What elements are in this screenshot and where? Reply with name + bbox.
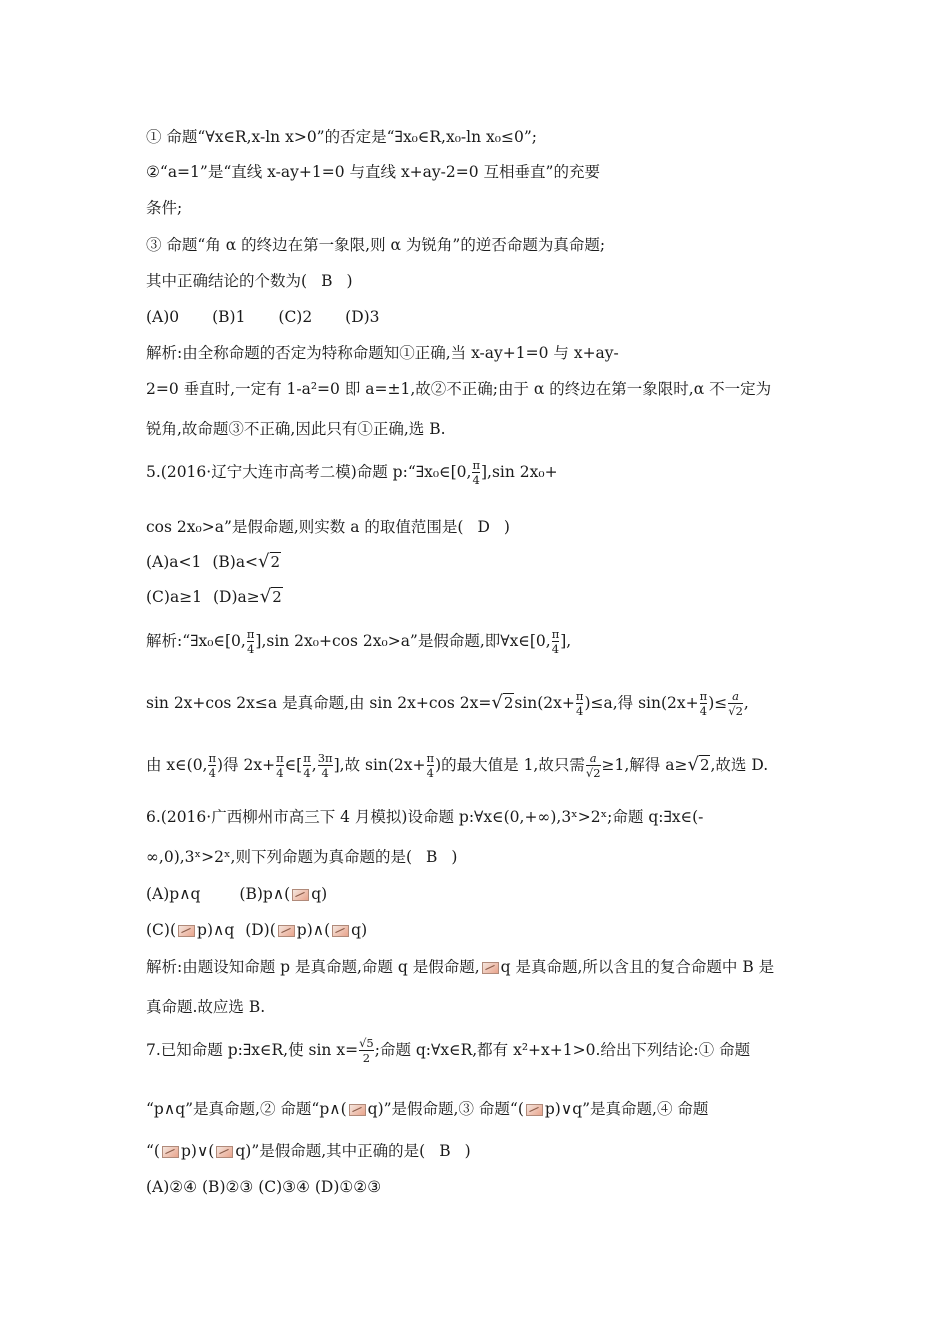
- q5-solution-3-end: ,故选 D.: [710, 756, 769, 774]
- negation-image-icon: [526, 1104, 543, 1116]
- sqrt-2: [258, 551, 281, 573]
- denominator: 4: [699, 704, 708, 718]
- q4-stem-text: 其中正确结论的个数为(: [146, 272, 308, 290]
- q5-solution-3-c: ],故 sin(2x+: [333, 756, 426, 774]
- q5-solution-2-a: sin(2x+: [514, 694, 575, 712]
- q4-solution-2: 2=0 垂直时,一定有 1-a²=0 即 a=±1,故②不正确;由于 α 的终边在第一象限时,α 不一定为: [146, 380, 772, 398]
- q5-option-b: (B)a<: [212, 553, 259, 571]
- q6-close: ): [451, 848, 458, 866]
- negation-image-icon: [278, 925, 295, 937]
- numerator: π: [472, 458, 480, 472]
- q4-solution-3: 锐角,故命题③不正确,因此只有①正确,选 B.: [146, 420, 446, 438]
- numerator: π: [551, 627, 560, 641]
- q7-line-2-b: q)”是假命题,③ 命题“(: [367, 1100, 524, 1118]
- denominator: 4: [246, 642, 255, 656]
- q7-options: (A)②④ (B)②③ (C)③④ (D)①②③: [146, 1178, 382, 1196]
- denominator: 4: [576, 704, 584, 718]
- q7-answer: B: [439, 1142, 451, 1160]
- q7-line-2-a: “p∧q”是真命题,② 命题“p∧(: [146, 1100, 347, 1118]
- numerator: a: [589, 751, 597, 765]
- q4-option-c: (C)2: [278, 308, 313, 326]
- radical-sign: √: [687, 754, 699, 775]
- q4-option-b: (B)1: [212, 308, 246, 326]
- q6-solution-1: [146, 956, 890, 978]
- denominator: 4: [472, 473, 480, 487]
- denominator: [728, 703, 743, 718]
- sqrt-2: [260, 586, 283, 608]
- q5-solution-3: 由 x∈(0, $\frac{\pi}{4}$ )得 2x+ $\frac{\pi}{4}$ ∈[ $\frac{\pi}{4}$ , $\frac{3\pi}{4}$ ],故 sin(2x+ $\frac{\pi}{4}$ )的最大值是 1,故只需 $\frac{a}{√2}$ ≥1,解得 a≥√2,故选 D.: [146, 751, 769, 780]
- numerator: π: [699, 689, 708, 703]
- q5-solution-3-d: )的最大值是 1,故只需: [435, 756, 585, 774]
- q4-option-a: (A)0: [146, 308, 180, 326]
- q5-solution-3-text: 由 x∈(0,: [146, 756, 208, 774]
- q6-option-c-tail: p)∧q: [197, 921, 235, 939]
- negation-image-icon: [482, 962, 499, 974]
- radical-sign: √: [491, 692, 503, 713]
- denominator: [586, 765, 601, 780]
- negation-image-icon: [216, 1146, 233, 1158]
- q6-answer: B: [426, 848, 438, 866]
- q6-solution-1-text: 解析:由题设知命题 p 是真命题,命题 q 是假命题,: [146, 958, 480, 976]
- q7-heading: [146, 1037, 890, 1065]
- radical-sign: √: [585, 766, 594, 780]
- q6-option-d: (D)(: [245, 921, 276, 939]
- q6-stem-text: ∞,0),3ˣ>2ˣ,则下列命题为真命题的是(: [146, 848, 412, 866]
- q4-item-2: ②“a=1”是“直线 x-ay+1=0 与直线 x+ay-2=0 互相垂直”的充要: [146, 163, 600, 181]
- radical-sign: √: [728, 704, 736, 718]
- sqrt-2: [687, 754, 710, 776]
- q6-option-b: (B)p∧(: [239, 885, 291, 903]
- q4-option-d: (D)3: [345, 308, 380, 326]
- q6-option-d-mid: p)∧(: [296, 921, 331, 939]
- q6-option-a: (A)p∧q: [146, 885, 201, 903]
- q6-solution-1-tail: q 是真命题,所以含且的复合命题中 B 是: [500, 958, 775, 976]
- q5-solution-2-text: sin 2x+cos 2x≤a 是真命题,由 sin 2x+cos 2x=: [146, 694, 492, 712]
- q7-heading-text: 7.已知命题 p:∃x∈R,使 sin x=: [146, 1041, 359, 1059]
- fraction: [276, 752, 284, 780]
- q5-solution-3-a: )得 2x+: [217, 756, 276, 774]
- numerator: π: [276, 751, 284, 765]
- q6-option-b-tail: q): [311, 885, 328, 903]
- q5-solution-2-end: ,: [743, 694, 749, 712]
- fraction: [208, 752, 216, 780]
- denominator: 4: [303, 766, 311, 780]
- q5-solution-1-text: 解析:“∃x₀∈[0,: [146, 632, 246, 650]
- fraction: [728, 690, 743, 718]
- q7-line-3: [146, 1140, 890, 1162]
- q5-heading-text: 5.(2016·辽宁大连市高考二模)命题 p:“∃x₀∈[0,: [146, 463, 472, 481]
- q6-heading: 6.(2016·广西柳州市高三下 4 月模拟)设命题 p:∀x∈(0,+∞),3ˣ>2ˣ;命题 q:∃x∈(-: [146, 808, 704, 826]
- denominator: 4: [551, 642, 560, 656]
- denominator: 2: [359, 1050, 374, 1065]
- denominator: 4: [318, 765, 333, 780]
- q5-answer: D: [477, 518, 490, 536]
- radicand: 2: [503, 694, 514, 712]
- fraction: [359, 1037, 374, 1065]
- fraction: [318, 752, 333, 780]
- q7-line-3-c: q)”是假命题,其中正确的是(: [235, 1142, 426, 1160]
- q7-line-3-b: p)∨(: [180, 1142, 215, 1160]
- fraction: [552, 628, 560, 656]
- q4-item-1: ① 命题“∀x∈R,x-ln x>0”的否定是“∃x₀∈R,x₀-ln x₀≤0”;: [146, 128, 537, 146]
- radicand: 2: [593, 766, 601, 780]
- fraction: [576, 690, 584, 718]
- q5-solution-3-b: ∈[: [284, 756, 303, 774]
- q4-close: ): [346, 272, 353, 290]
- q5-option-d: (D)a≥: [212, 588, 260, 606]
- q4-answer: B: [321, 272, 333, 290]
- fraction: [472, 459, 480, 487]
- q5-solution-1-mid: ],sin 2x₀+cos 2x₀>a”是假命题,即∀x∈[0,: [255, 632, 551, 650]
- q4-options: [146, 306, 890, 328]
- negation-image-icon: [332, 925, 349, 937]
- radical-sign: √: [258, 551, 270, 572]
- radical-sign: √: [259, 586, 272, 607]
- q6-stem: [146, 846, 890, 868]
- q5-solution-2: [146, 690, 890, 718]
- q4-item-2-cont: 条件;: [146, 199, 183, 217]
- fraction: [303, 752, 311, 780]
- fraction: [700, 690, 708, 718]
- numerator: π: [303, 751, 311, 765]
- sqrt-2: [491, 692, 514, 714]
- radicand: 2: [272, 588, 282, 606]
- numerator: π: [575, 689, 584, 703]
- q7-heading-tail: ;命题 q:∀x∈R,都有 x²+x+1>0.给出下列结论:① 命题: [374, 1041, 751, 1059]
- q4-solution-1: 解析:由全称命题的否定为特称命题知①正确,当 x-ay+1=0 与 x+ay-: [146, 344, 619, 362]
- q5-stem: [146, 516, 890, 538]
- numerator: √5: [359, 1036, 374, 1050]
- q5-option-c: (C)a≥1: [146, 588, 203, 606]
- fraction: [247, 628, 255, 656]
- q5-heading: [146, 459, 890, 487]
- numerator: a: [732, 689, 739, 703]
- fraction: [586, 752, 601, 780]
- q4-item-3: ③ 命题“角 α 的终边在第一象限,则 α 为锐角”的逆否命题为真命题;: [146, 236, 606, 254]
- negation-image-icon: [292, 889, 309, 901]
- q5-option-a: (A)a<1: [146, 553, 202, 571]
- radicand: 2: [699, 756, 710, 774]
- negation-image-icon: [162, 1146, 179, 1158]
- q5-solution-2-b: )≤a,得 sin(2x+: [584, 694, 699, 712]
- q7-line-2-c: p)∨q”是真命题,④ 命题: [544, 1100, 709, 1118]
- q5-close: ): [503, 518, 510, 536]
- q6-option-d-tail: q): [351, 921, 368, 939]
- radicand: 2: [735, 704, 743, 718]
- numerator: π: [246, 627, 255, 641]
- q5-options-cd: [146, 586, 890, 608]
- numerator: π: [208, 751, 217, 765]
- q7-line-2: [146, 1098, 890, 1120]
- q6-solution-2: 真命题.故应选 B.: [146, 998, 266, 1016]
- q6-options-cd: [146, 919, 890, 941]
- q4-stem: [146, 270, 890, 292]
- fraction: [427, 752, 435, 780]
- q7-line-3-a: “(: [146, 1142, 160, 1160]
- q5-heading-tail: ],sin 2x₀+: [481, 463, 558, 481]
- q5-options-ab: [146, 551, 890, 573]
- negation-image-icon: [349, 1104, 366, 1116]
- q7-close: ): [464, 1142, 471, 1160]
- denominator: 4: [208, 766, 216, 780]
- q5-solution-1-end: ],: [560, 632, 572, 650]
- q5-solution-2-c: )≤: [708, 694, 728, 712]
- numerator: 3π: [317, 751, 333, 765]
- denominator: 4: [276, 766, 284, 780]
- q5-stem-text: cos 2x₀>a”是假命题,则实数 a 的取值范围是(: [146, 518, 464, 536]
- q5-solution-1: [146, 628, 890, 656]
- numerator: π: [426, 751, 435, 765]
- q5-solution-3-e: ≥1,解得 a≥: [601, 756, 688, 774]
- denominator: 4: [426, 766, 434, 780]
- q6-option-c: (C)(: [146, 921, 177, 939]
- negation-image-icon: [178, 925, 195, 937]
- radicand: 2: [270, 553, 281, 571]
- q6-options-ab: [146, 883, 890, 905]
